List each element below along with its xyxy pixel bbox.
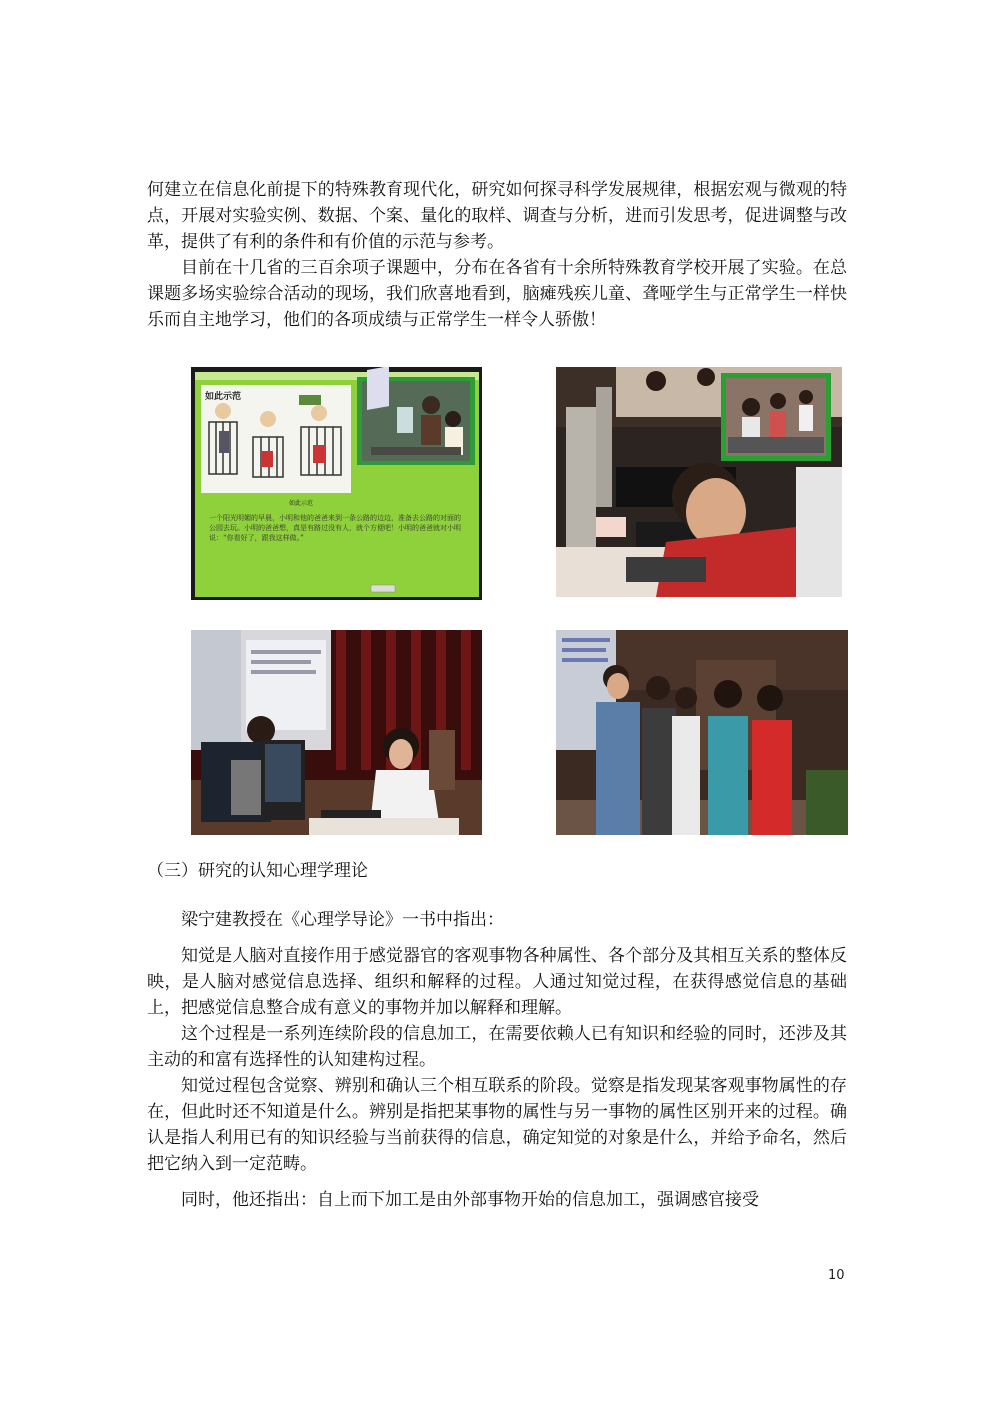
photo-teachers-observing: [556, 630, 848, 835]
photo-girl-computer: [191, 630, 482, 835]
courseware-story-text: 一个阳光明媚的早晨，小明和他的爸爸来到一条公路的边边，准备去公路的对面的公园去玩。小明的爸爸想，真是有路过没有人，就个方便吧！小明的爸爸就对小明说：“你看好了，跟我这样做。”: [209, 514, 461, 542]
courseware-text-title: 如此示范: [289, 500, 314, 507]
page-number: 10: [828, 1268, 845, 1283]
teachers-observing-image: [556, 630, 848, 835]
photo-courseware: [191, 367, 482, 600]
paragraph-7: 同时，他还指出：自上而下加工是由外部事物开始的信息加工，强调感官接受: [181, 1190, 759, 1210]
paragraph-2: 目前在十几省的三百余项子课题中，分布在各省有十余所特殊教育学校开展了实验。在总课题多场实验综合活动的现场，我们欣喜地看到，脑瘫残疾儿童、聋哑学生与正常学生一样快乐而自主地学习，他们的各项成绩与正常学生一样令人骄傲！: [147, 258, 847, 330]
paragraph-6: 知觉过程包含觉察、辨别和确认三个相互联系的阶段。觉察是指发现某客观事物属性的存在，但此时还不知道是什么。辨别是指把某事物的属性与另一事物的属性区别开来的过程。确认是指人利用已有的知识经验与当前获得的信息，确定知觉的对象是什么，并给予命名，然后把它纳入到一定范畴。: [147, 1076, 847, 1174]
section-heading: （三）研究的认知心理学理论: [147, 861, 368, 881]
paragraph-3: 梁宁建教授在《心理学导论》一书中指出：: [181, 910, 504, 930]
girl-computer-image: [191, 630, 482, 835]
students-computers-image: [556, 367, 842, 597]
photo-students-computers: [556, 367, 842, 597]
courseware-title: 如此示范: [205, 392, 242, 402]
paragraph-4: 知觉是人脑对直接作用于感觉器官的客观事物各种属性、各个部分及其相互关系的整体反映，是人脑对感觉信息选择、组织和解释的过程。人通过知觉过程，在获得感觉信息的基础上，把感觉信息整合成有意义的事物并加以解释和理解。: [147, 946, 847, 1018]
paragraph-5: 这个过程是一系列连续阶段的信息加工，在需要依赖人已有知识和经验的同时，还涉及其主动的和富有选择性的认知建构过程。: [147, 1024, 847, 1070]
paragraph-1: 何建立在信息化前提下的特殊教育现代化，研究如何探寻科学发展规律，根据宏观与微观的特点，开展对实验实例、数据、个案、量化的取样、调查与分析，进而引发思考，促进调整与改革，提供了有利的条件和有价值的示范与参考。: [147, 180, 847, 252]
